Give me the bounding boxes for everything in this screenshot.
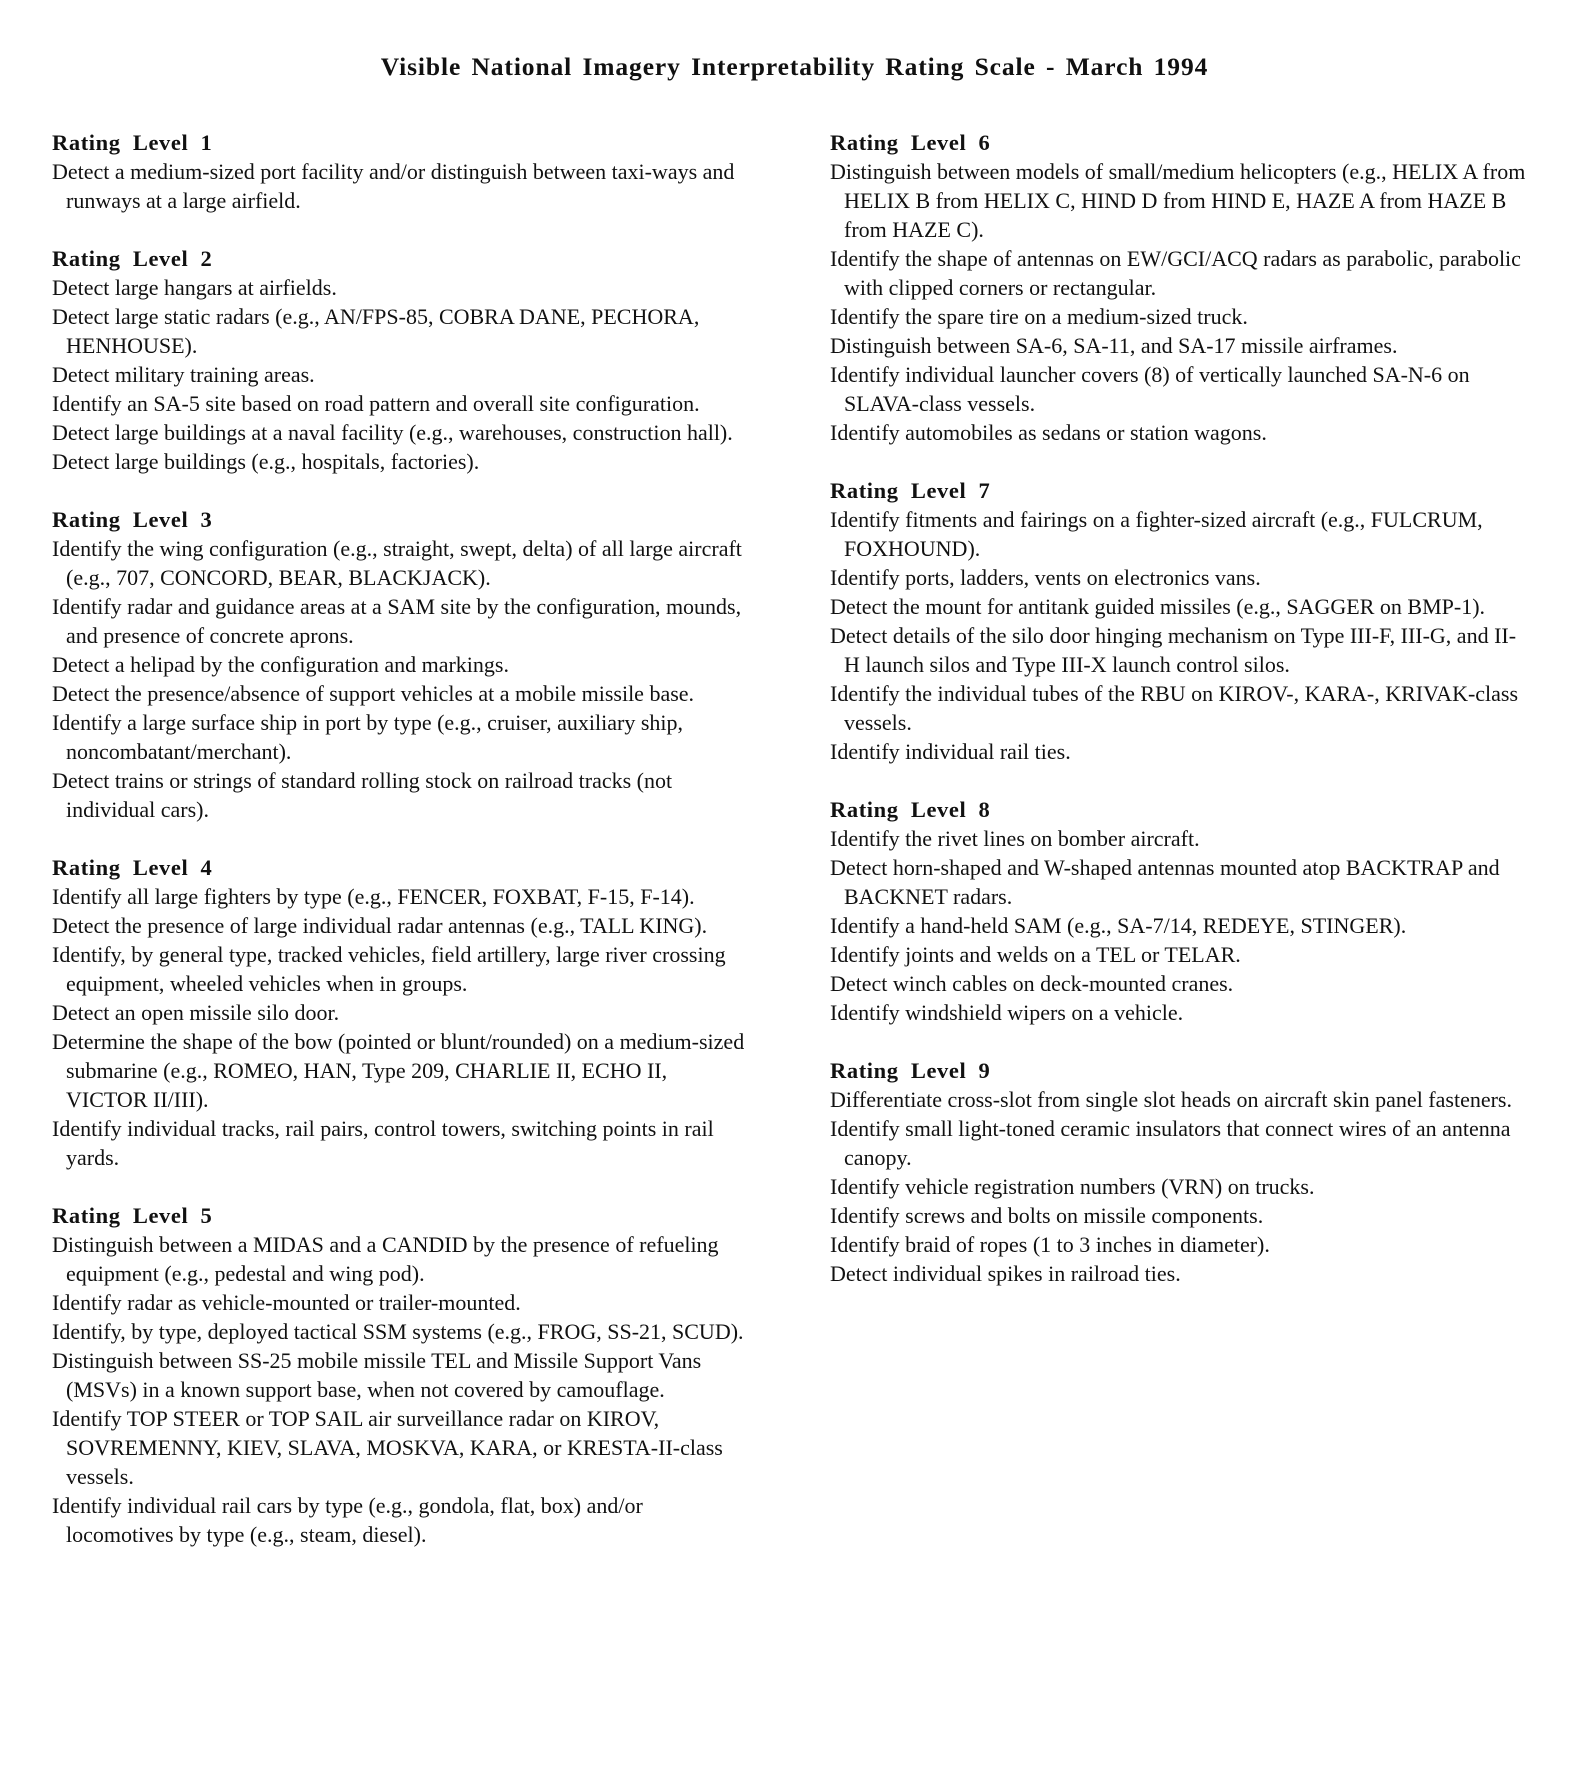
criterion: Identify radar and guidance areas at a SAM site by the configuration, mounds, and presence of concrete aprons. xyxy=(52,594,742,648)
criterion: Detect the presence of large individual radar antennas (e.g., TALL KING). xyxy=(52,913,708,938)
criterion: Detect large hangars at airfields. xyxy=(52,275,337,300)
criterion: Detect large buildings at a naval facility (e.g., warehouses, construction hall). xyxy=(52,420,733,445)
criterion: Identify fitments and fairings on a fighter-sized aircraft (e.g., FULCRUM, FOXHOUND). xyxy=(830,507,1483,561)
criterion: Detect large static radars (e.g., AN/FPS-85, COBRA DANE, PECHORA, HENHOUSE). xyxy=(52,304,700,358)
criterion: Identify joints and welds on a TEL or TELAR. xyxy=(830,942,1241,967)
criterion: Identify an SA-5 site based on road pattern and overall site configuration. xyxy=(52,391,700,416)
criterion: Detect individual spikes in railroad ties. xyxy=(830,1261,1181,1286)
level-heading: Rating Level 4 xyxy=(52,855,213,880)
criterion: Detect winch cables on deck-mounted cranes. xyxy=(830,971,1234,996)
criterion: Detect large buildings (e.g., hospitals, factories). xyxy=(52,449,480,474)
right-column xyxy=(830,128,1530,1317)
criterion: Identify a large surface ship in port by type (e.g., cruiser, auxiliary ship, noncombatant/merchant). xyxy=(52,710,684,764)
criterion: Identify the spare tire on a medium-sized truck. xyxy=(830,304,1248,329)
rating-level-1 xyxy=(52,128,752,215)
level-heading: Rating Level 7 xyxy=(830,478,991,503)
criterion: Detect military training areas. xyxy=(52,362,315,387)
criterion: Identify windshield wipers on a vehicle. xyxy=(830,1000,1184,1025)
criterion: Determine the shape of the bow (pointed or blunt/rounded) on a medium-sized submarine (e.g., ROMEO, HAN, Type 209, CHARLIE II, ECHO II, VICTOR II/III). xyxy=(52,1029,745,1112)
criterion: Identify individual launcher covers (8) of vertically launched SA-N-6 on SLAVA-class vessels. xyxy=(830,362,1470,416)
criterion: Identify radar as vehicle-mounted or trailer-mounted. xyxy=(52,1290,521,1315)
rating-level-3 xyxy=(52,505,752,824)
criterion: Distinguish between models of small/medium helicopters (e.g., HELIX A from HELIX B from HELIX C, HIND D from HIND E, HAZE A from HAZE B from HAZE C). xyxy=(830,159,1526,242)
criterion: Identify individual rail ties. xyxy=(830,739,1071,764)
criterion: Detect a helipad by the configuration and markings. xyxy=(52,652,509,677)
criterion: Identify individual rail cars by type (e.g., gondola, flat, box) and/or locomotives by type (e.g., steam, diesel). xyxy=(52,1493,643,1547)
criterion: Identify TOP STEER or TOP SAIL air surveillance radar on KIROV, SOVREMENNY, KIEV, SLAVA, MOSKVA, KARA, or KRESTA-II-class vessels. xyxy=(52,1406,723,1489)
rating-level-4 xyxy=(52,853,752,1172)
level-heading: Rating Level 3 xyxy=(52,507,213,532)
criterion: Identify the rivet lines on bomber aircraft. xyxy=(830,826,1200,851)
rating-level-5 xyxy=(52,1201,752,1549)
criterion: Identify automobiles as sedans or station wagons. xyxy=(830,420,1267,445)
rating-level-6 xyxy=(830,128,1530,447)
criterion: Distinguish between a MIDAS and a CANDID by the presence of refueling equipment (e.g., pedestal and wing pod). xyxy=(52,1232,719,1286)
criterion: Identify vehicle registration numbers (VRN) on trucks. xyxy=(830,1174,1315,1199)
criterion: Detect the mount for antitank guided missiles (e.g., SAGGER on BMP-1). xyxy=(830,594,1486,619)
criterion: Detect horn-shaped and W-shaped antennas mounted atop BACKTRAP and BACKNET radars. xyxy=(830,855,1500,909)
left-column xyxy=(52,128,752,1578)
criterion: Identify a hand-held SAM (e.g., SA-7/14, REDEYE, STINGER). xyxy=(830,913,1407,938)
criterion: Detect trains or strings of standard rolling stock on railroad tracks (not individual cars). xyxy=(52,768,673,822)
level-heading: Rating Level 5 xyxy=(52,1203,213,1228)
criterion: Identify, by general type, tracked vehicles, field artillery, large river crossing equipment, wheeled vehicles when in groups. xyxy=(52,942,726,996)
criterion: Identify all large fighters by type (e.g., FENCER, FOXBAT, F-15, F-14). xyxy=(52,884,695,909)
level-heading: Rating Level 1 xyxy=(52,130,213,155)
criterion: Identify the individual tubes of the RBU on KIROV-, KARA-, KRIVAK-class vessels. xyxy=(830,681,1519,735)
criterion: Identify small light-toned ceramic insulators that connect wires of an antenna canopy. xyxy=(830,1116,1511,1170)
rating-level-7 xyxy=(830,476,1530,766)
criterion: Identify the wing configuration (e.g., straight, swept, delta) of all large aircraft (e.g., 707, CONCORD, BEAR, BLACKJACK). xyxy=(52,536,742,590)
rating-level-8 xyxy=(830,795,1530,1027)
level-heading: Rating Level 9 xyxy=(830,1058,991,1083)
rating-level-2 xyxy=(52,244,752,476)
criterion: Identify braid of ropes (1 to 3 inches in diameter). xyxy=(830,1232,1270,1257)
criterion: Detect details of the silo door hinging mechanism on Type III-F, III-G, and II-H launch silos and Type III-X launch control silos. xyxy=(830,623,1517,677)
page-title: Visible National Imagery Interpretability Rating Scale - March 1994 xyxy=(380,52,1209,81)
criterion: Identify ports, ladders, vents on electronics vans. xyxy=(830,565,1261,590)
criterion: Identify, by type, deployed tactical SSM systems (e.g., FROG, SS-21, SCUD). xyxy=(52,1319,744,1344)
criterion: Identify individual tracks, rail pairs, control towers, switching points in rail yards. xyxy=(52,1116,714,1170)
criterion: Distinguish between SA-6, SA-11, and SA-17 missile airframes. xyxy=(830,333,1398,358)
criterion: Differentiate cross-slot from single slot heads on aircraft skin panel fasteners. xyxy=(830,1087,1512,1112)
criterion: Distinguish between SS-25 mobile missile TEL and Missile Support Vans (MSVs) in a known support base, when not covered by camouflage. xyxy=(52,1348,702,1402)
criterion: Detect the presence/absence of support vehicles at a mobile missile base. xyxy=(52,681,695,706)
criterion: Identify the shape of antennas on EW/GCI/ACQ radars as parabolic, parabolic with clipped corners or rectangular. xyxy=(830,246,1521,300)
criterion: Identify screws and bolts on missile components. xyxy=(830,1203,1264,1228)
level-heading: Rating Level 2 xyxy=(52,246,213,271)
level-heading: Rating Level 8 xyxy=(830,797,991,822)
criterion: Detect a medium-sized port facility and/or distinguish between taxi-ways and runways at a large airfield. xyxy=(52,159,735,213)
rating-level-9 xyxy=(830,1056,1530,1288)
criterion: Detect an open missile silo door. xyxy=(52,1000,340,1025)
level-heading: Rating Level 6 xyxy=(830,130,991,155)
